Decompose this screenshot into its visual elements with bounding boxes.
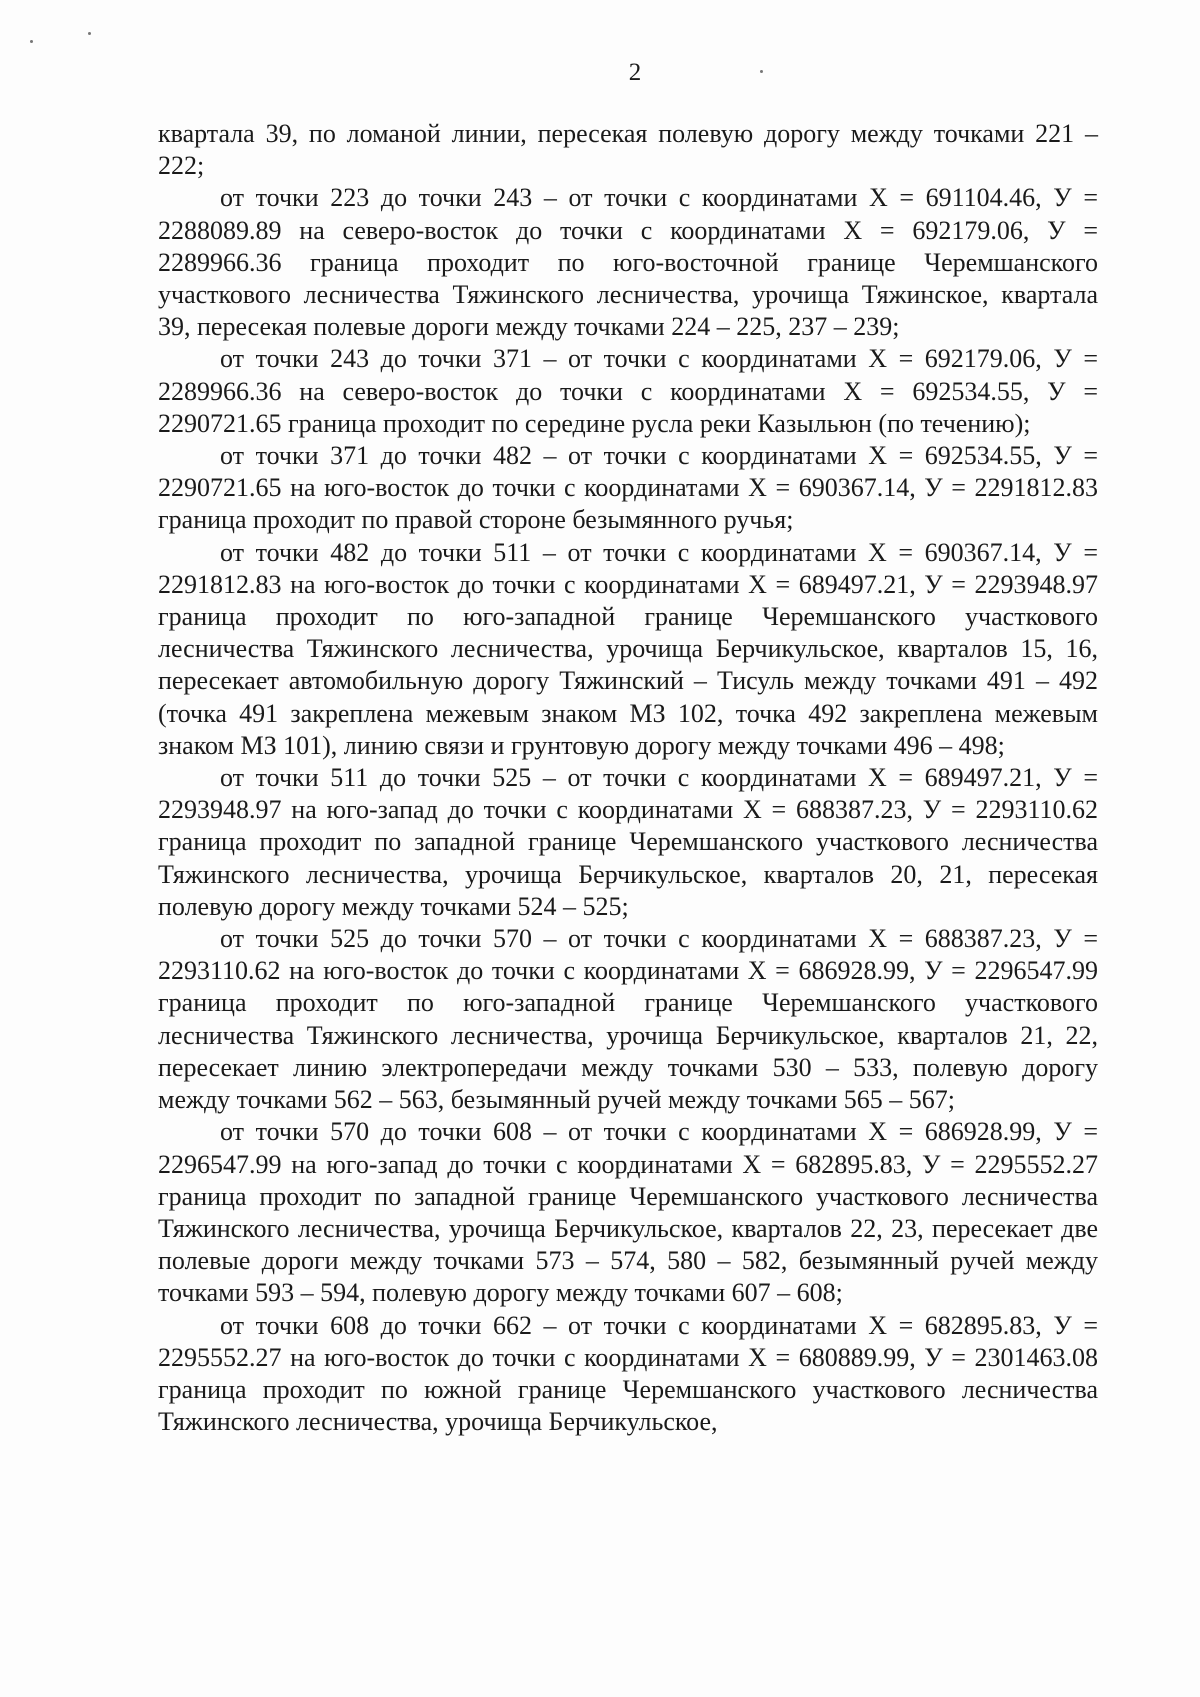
scan-speck — [88, 32, 91, 35]
scan-speck — [30, 40, 33, 43]
paragraph: от точки 243 до точки 371 – от точки с координатами Х = 692179.06, У = 2289966.36 на северо-восток до точки с координатами Х = 692534.55, У = 2290721.65 граница проходит по середине русла реки Казыльюн (по течению); — [158, 344, 1098, 438]
paragraph: квартала 39, по ломаной линии, пересекая полевую дорогу между точками 221 – 222; — [158, 119, 1098, 181]
paragraph: от точки 371 до точки 482 – от точки с координатами Х = 692534.55, У = 2290721.65 на юго-восток до точки с координатами Х = 690367.14, У = 2291812.83 граница проходит по правой стороне безымянного ручья; — [158, 441, 1098, 535]
paragraph: от точки 525 до точки 570 – от точки с координатами Х = 688387.23, У = 2293110.62 на юго-восток до точки с координатами Х = 686928.99, У = 2296547.99 граница проходит по юго-западной границе Черемшанского участкового лесничества Тяжинского лесничества, урочища Берчикульское, кварталов 21, 22, пересекает линию электропередачи между точками 530 – 533, полевую дорогу между точками 562 – 563, безымянный ручей между точками 565 – 567; — [158, 924, 1098, 1115]
paragraph: от точки 570 до точки 608 – от точки с координатами Х = 686928.99, У = 2296547.99 на юго-запад до точки с координатами Х = 682895.83, У = 2295552.27 граница проходит по западной границе Черемшанского участкового лесничества Тяжинского лесничества, урочища Берчикульское, кварталов 22, 23, пересекает две полевые дороги между точками 573 – 574, 580 – 582, безымянный ручей между точками 593 – 594, полевую дорогу между точками 607 – 608; — [158, 1117, 1098, 1308]
paragraph: от точки 608 до точки 662 – от точки с координатами Х = 682895.83, У = 2295552.27 на юго-восток до точки с координатами Х = 680889.99, У = 2301463.08 граница проходит по южной границе Черемшанского участкового лесничества Тяжинского лесничества, урочища Берчикульское, — [158, 1310, 1098, 1437]
paragraph: от точки 223 до точки 243 – от точки с координатами Х = 691104.46, У = 2288089.89 на северо-восток до точки с координатами Х = 692179.06, У = 2289966.36 граница проходит по юго-восточной границе Черемшанского участкового лесничества Тяжинского лесничества, урочища Тяжинское, квартала 39, пересекая полевые дороги между точками 224 – 225, 237 – 239; — [158, 183, 1098, 342]
page-number: 2 — [628, 59, 642, 86]
document-body — [158, 118, 1098, 1438]
paragraph: от точки 511 до точки 525 – от точки с координатами Х = 689497.21, У = 2293948.97 на юго-запад до точки с координатами Х = 688387.23, У = 2293110.62 граница проходит по западной границе Черемшанского участкового лесничества Тяжинского лесничества, урочища Берчикульское, кварталов 20, 21, пересекая полевую дорогу между точками 524 – 525; — [158, 763, 1098, 921]
paragraph: от точки 482 до точки 511 – от точки с координатами Х = 690367.14, У = 2291812.83 на юго-восток до точки с координатами Х = 689497.21, У = 2293948.97 граница проходит по юго-западной границе Черемшанского участкового лесничества Тяжинского лесничества, урочища Берчикульское, кварталов 15, 16, пересекает автомобильную дорогу Тяжинский – Тисуль между точками 491 – 492 (точка 491 закреплена межевым знаком МЗ 102, точка 492 закреплена межевым знаком МЗ 101), линию связи и грунтовую дорогу между точками 496 – 498; — [158, 537, 1098, 760]
